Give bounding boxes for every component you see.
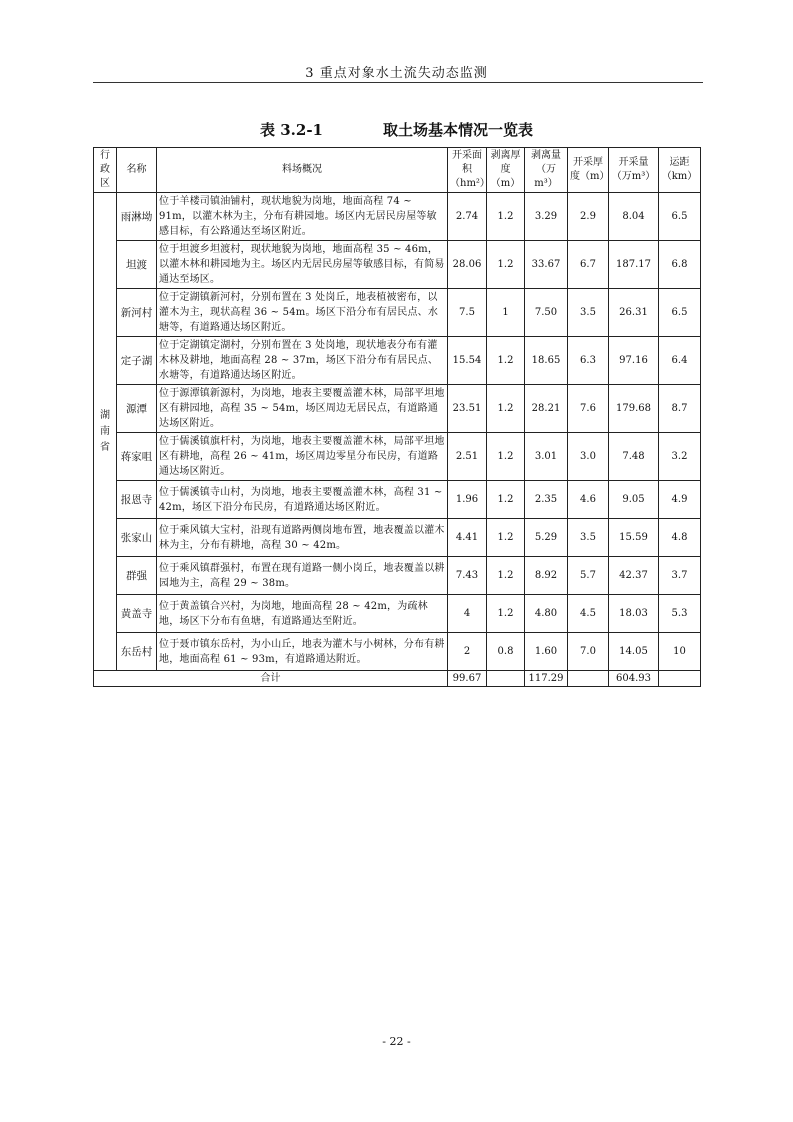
cell-distance: 6.8 [659, 241, 701, 289]
table-row [94, 193, 701, 241]
cell-strip-volume: 3.29 [525, 193, 568, 241]
cell-strip-volume: 1.60 [525, 633, 568, 671]
header-name: 名称 [117, 148, 157, 193]
cell-mine-volume: 26.31 [609, 289, 659, 337]
total-strip-volume: 117.29 [525, 671, 568, 687]
cell-strip-depth: 1.2 [487, 433, 525, 481]
cell-strip-volume: 28.21 [525, 385, 568, 433]
pit-name: 坦渡 [117, 241, 157, 289]
table-row [94, 481, 701, 519]
header-region: 行政区 [94, 148, 117, 193]
pit-name: 报恩寺 [117, 481, 157, 519]
cell-area: 1.96 [448, 481, 487, 519]
header-overview: 料场概况 [157, 148, 448, 193]
cell-mine-volume: 9.05 [609, 481, 659, 519]
header-mine-volume: 开采量（万m³） [609, 148, 659, 193]
cell-mine-depth: 6.7 [568, 241, 609, 289]
cell-area: 28.06 [448, 241, 487, 289]
cell-mine-volume: 97.16 [609, 337, 659, 385]
table-row [94, 519, 701, 557]
cell-distance: 6.4 [659, 337, 701, 385]
total-strip-depth [487, 671, 525, 687]
cell-strip-volume: 8.92 [525, 557, 568, 595]
cell-distance: 6.5 [659, 289, 701, 337]
total-area: 99.67 [448, 671, 487, 687]
cell-mine-volume: 7.48 [609, 433, 659, 481]
cell-strip-depth: 1.2 [487, 193, 525, 241]
cell-strip-depth: 1.2 [487, 337, 525, 385]
total-mine-volume: 604.93 [609, 671, 659, 687]
cell-distance: 6.5 [659, 193, 701, 241]
table-title [0, 119, 793, 140]
cell-strip-depth: 1.2 [487, 481, 525, 519]
cell-mine-volume: 187.17 [609, 241, 659, 289]
page-number: - 22 - [382, 1035, 411, 1048]
pit-name: 雨淋坳 [117, 193, 157, 241]
cell-strip-depth: 1.2 [487, 595, 525, 633]
cell-mine-depth: 4.6 [568, 481, 609, 519]
header-distance: 运距（km） [659, 148, 701, 193]
cell-area: 4.41 [448, 519, 487, 557]
cell-strip-depth: 1.2 [487, 557, 525, 595]
table-row [94, 337, 701, 385]
cell-mine-depth: 4.5 [568, 595, 609, 633]
cell-distance: 10 [659, 633, 701, 671]
cell-mine-depth: 3.0 [568, 433, 609, 481]
total-row [94, 671, 701, 687]
cell-strip-depth: 1 [487, 289, 525, 337]
running-header: 3 重点对象水土流失动态监测 [305, 66, 488, 81]
table-row [94, 633, 701, 671]
cell-area: 7.43 [448, 557, 487, 595]
cell-area: 2.51 [448, 433, 487, 481]
header-strip-volume: 剥离量（万m³） [525, 148, 568, 193]
cell-strip-depth: 1.2 [487, 519, 525, 557]
pit-description: 位于定湖镇新河村，分别布置在 3 处岗丘，地表植被密布，以灌木为主，现状高程 36 ~ 54m。场区下沿分布有居民点、水塘等，有道路通达场区附近。 [157, 289, 448, 337]
cell-strip-volume: 4.80 [525, 595, 568, 633]
pit-description: 位于坦渡乡坦渡村，现状地貌为岗地，地面高程 35 ~ 46m，以灌木林和耕园地为主。场区内无居民房屋等敏感目标，有简易通达至场区。 [157, 241, 448, 289]
pit-name: 定子湖 [117, 337, 157, 385]
table-number: 表 3.2-1 [260, 121, 323, 139]
cell-distance: 4.8 [659, 519, 701, 557]
pit-description: 位于儒溪镇旗杆村，为岗地，地表主要覆盖灌木林，局部平坦地区有耕地，高程 26 ~ 41m，场区周边零星分布民房，有道路通达场区附近。 [157, 433, 448, 481]
cell-area: 15.54 [448, 337, 487, 385]
cell-area: 7.5 [448, 289, 487, 337]
cell-strip-volume: 7.50 [525, 289, 568, 337]
table-row [94, 595, 701, 633]
cell-distance: 5.3 [659, 595, 701, 633]
cell-mine-volume: 18.03 [609, 595, 659, 633]
pit-name: 东岳村 [117, 633, 157, 671]
pit-description: 位于乘风镇群强村，布置在现有道路一侧小岗丘，地表覆盖以耕园地为主，高程 29 ~ 38m。 [157, 557, 448, 595]
cell-strip-volume: 3.01 [525, 433, 568, 481]
table-header-row [94, 148, 701, 193]
pit-name: 群强 [117, 557, 157, 595]
cell-mine-volume: 15.59 [609, 519, 659, 557]
cell-area: 4 [448, 595, 487, 633]
cell-mine-volume: 42.37 [609, 557, 659, 595]
cell-distance: 3.2 [659, 433, 701, 481]
cell-mine-depth: 3.5 [568, 289, 609, 337]
cell-mine-depth: 6.3 [568, 337, 609, 385]
cell-mine-volume: 179.68 [609, 385, 659, 433]
cell-area: 23.51 [448, 385, 487, 433]
cell-mine-depth: 7.6 [568, 385, 609, 433]
region-cell: 湖南省 [94, 193, 117, 671]
pit-description: 位于羊楼司镇油铺村，现状地貌为岗地，地面高程 74 ~ 91m，以灌木林为主，分布有耕园地。场区内无居民房屋等敏感目标，有公路通达至场区附近。 [157, 193, 448, 241]
cell-strip-depth: 1.2 [487, 385, 525, 433]
cell-strip-volume: 18.65 [525, 337, 568, 385]
cell-strip-volume: 33.67 [525, 241, 568, 289]
table-body [94, 193, 701, 687]
pit-description: 位于源潭镇新源村，为岗地，地表主要覆盖灌木林，局部平坦地区有耕园地，高程 35 ~ 54m，场区周边无居民点，有道路通达场区附近。 [157, 385, 448, 433]
pit-name: 源潭 [117, 385, 157, 433]
pit-name: 蒋家咀 [117, 433, 157, 481]
cell-distance: 3.7 [659, 557, 701, 595]
header-mine-depth: 开采厚度（m） [568, 148, 609, 193]
pit-description: 位于黄盖镇合兴村，为岗地，地面高程 28 ~ 42m，为疏林地，场区下分布有鱼塘，有道路通达至附近。 [157, 595, 448, 633]
pit-name: 张家山 [117, 519, 157, 557]
borrow-pit-table [93, 147, 701, 687]
table-name: 取土场基本情况一览表 [382, 121, 533, 139]
cell-mine-depth: 5.7 [568, 557, 609, 595]
header-area: 开采面积（hm²） [448, 148, 487, 193]
cell-mine-volume: 8.04 [609, 193, 659, 241]
cell-mine-depth: 3.5 [568, 519, 609, 557]
table-row [94, 241, 701, 289]
cell-distance: 4.9 [659, 481, 701, 519]
cell-mine-depth: 2.9 [568, 193, 609, 241]
pit-name: 黄盖寺 [117, 595, 157, 633]
total-mine-depth [568, 671, 609, 687]
table-row [94, 289, 701, 337]
cell-mine-volume: 14.05 [609, 633, 659, 671]
pit-name: 新河村 [117, 289, 157, 337]
cell-strip-depth: 1.2 [487, 241, 525, 289]
total-label: 合计 [94, 671, 448, 687]
pit-description: 位于乘风镇大宝村，沿现有道路两侧岗地布置，地表覆盖以灌木林为主，分布有耕地，高程 30 ~ 42m。 [157, 519, 448, 557]
pit-description: 位于定湖镇定湖村，分别布置在 3 处岗地，现状地表分布有灌木林及耕地，地面高程 28 ~ 37m，场区下沿分布有居民点、水塘等，有道路通达场区附近。 [157, 337, 448, 385]
cell-mine-depth: 7.0 [568, 633, 609, 671]
cell-strip-volume: 5.29 [525, 519, 568, 557]
total-distance [659, 671, 701, 687]
table-row [94, 385, 701, 433]
cell-distance: 8.7 [659, 385, 701, 433]
cell-area: 2 [448, 633, 487, 671]
table-row [94, 557, 701, 595]
cell-strip-volume: 2.35 [525, 481, 568, 519]
pit-description: 位于聂市镇东岳村，为小山丘，地表为灌木与小树林，分布有耕地，地面高程 61 ~ 93m，有道路通达附近。 [157, 633, 448, 671]
pit-description: 位于儒溪镇寺山村，为岗地，地表主要覆盖灌木林，高程 31 ~ 42m，场区下沿分布民房，有道路通达场区附近。 [157, 481, 448, 519]
cell-strip-depth: 0.8 [487, 633, 525, 671]
header-strip-depth: 剥离厚度（m） [487, 148, 525, 193]
header-rule [93, 82, 703, 83]
table-row [94, 433, 701, 481]
cell-area: 2.74 [448, 193, 487, 241]
